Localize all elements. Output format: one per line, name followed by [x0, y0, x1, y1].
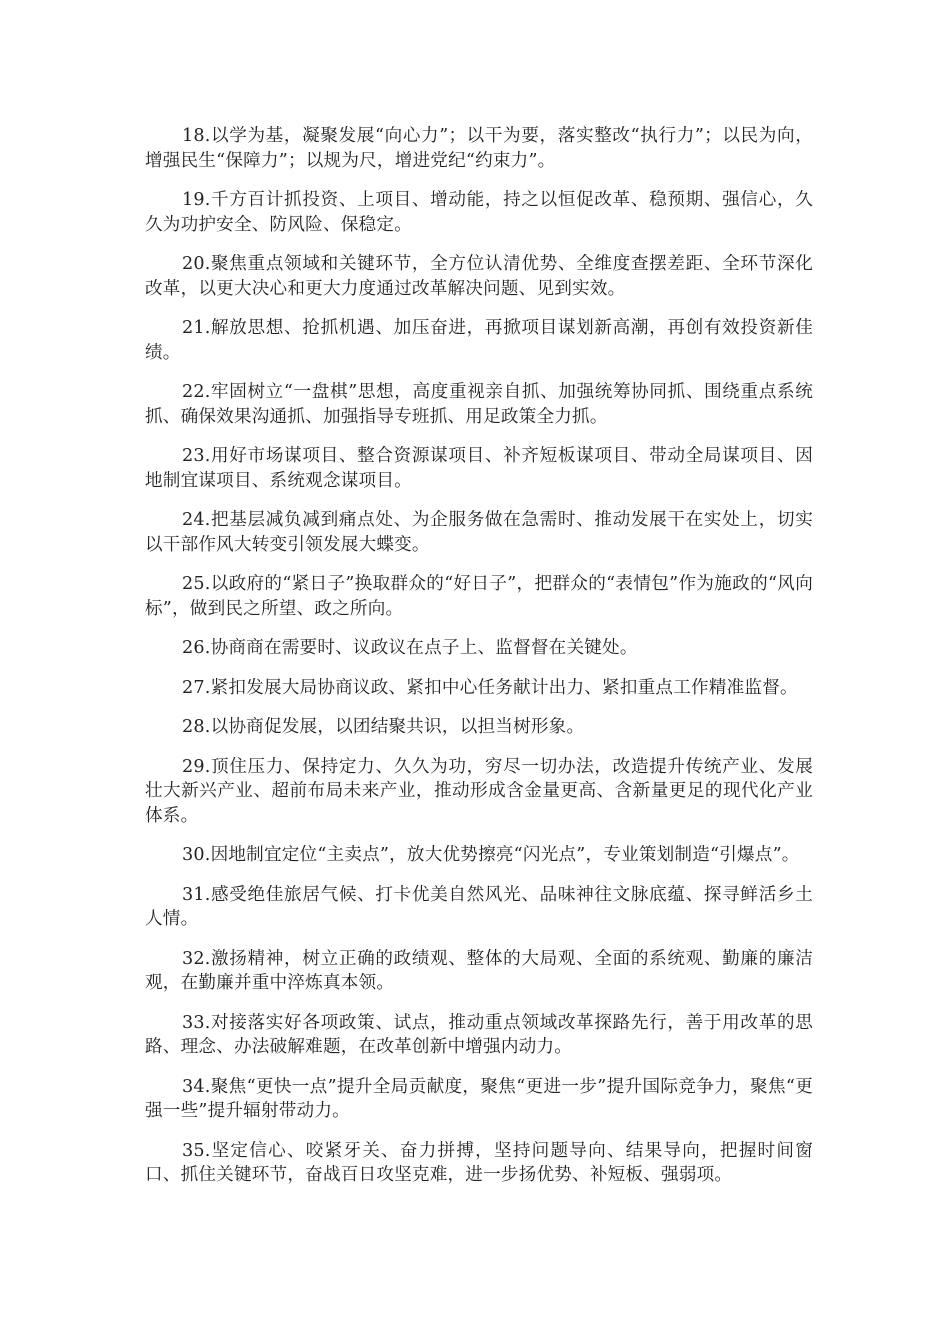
paragraph-28: 28.以协商促发展，以团结聚共识，以担当树形象。	[182, 717, 585, 737]
paragraph-34: 34.聚焦“更快一点”提升全局贡献度，聚焦“更进一步”提升国际竞争力，聚焦“更强一些”提升辐射带动力。	[145, 1076, 813, 1121]
paragraph-18: 18.以学为基，凝聚发展“向心力”；以干为要，落实整改“执行力”；以民为向，增强民生“保障力”；以规为尺，增进党纪“约束力”。	[145, 126, 813, 171]
paragraph-30: 30.因地制宜定位“主卖点”，放大优势擦亮“闪光点”，专业策划制造“引爆点”。	[182, 845, 800, 865]
paragraph-22: 22.牢固树立“一盘棋”思想，高度重视亲自抓、加强统筹协同抓、围绕重点系统抓、确保效果沟通抓、加强指导专班抓、用足政策全力抓。	[145, 382, 813, 427]
paragraph-31: 31.感受绝佳旅居气候、打卡优美自然风光、品味神往文脉底蕴、探寻鲜活乡土人情。	[145, 884, 813, 929]
paragraph-23: 23.用好市场谋项目、整合资源谋项目、补齐短板谋项目、带动全局谋项目、因地制宜谋项目、系统观念谋项目。	[145, 446, 813, 491]
paragraph-29: 29.顶住压力、保持定力、久久为功，穷尽一切办法，改造提升传统产业、发展壮大新兴产业、超前布局未来产业，推动形成含金量更高、含新量更足的现代化产业体系。	[145, 756, 813, 826]
paragraph-27: 27.紧扣发展大局协商议政、紧扣中心任务献计出力、紧扣重点工作精准监督。	[182, 677, 798, 698]
paragraph-26: 26.协商商在需要时、议政议在点子上、监督督在关键处。	[182, 638, 638, 658]
paragraph-32: 32.激扬精神，树立正确的政绩观、整体的大局观、全面的系统观、勤廉的廉洁观，在勤廉并重中淬炼真本领。	[145, 948, 813, 993]
paragraph-19: 19.千方百计抓投资、上项目、增动能，持之以恒促改革、稳预期、强信心，久久为功护安全、防风险、保稳定。	[145, 190, 813, 235]
paragraph-35: 35.坚定信心、咬紧牙关、奋力拼搏，坚持问题导向、结果导向，把握时间窗口、抓住关键环节，奋战百日攻坚克难，进一步扬优势、补短板、强弱项。	[145, 1140, 813, 1185]
paragraph-24: 24.把基层减负减到痛点处、为企服务做在急需时、推动发展干在实处上，切实以干部作风大转变引领发展大蝶变。	[145, 510, 813, 555]
paragraph-33: 33.对接落实好各项政策、试点，推动重点领域改革探路先行，善于用改革的思路、理念、办法破解难题，在改革创新中增强内动力。	[145, 1012, 813, 1057]
paragraph-25: 25.以政府的“紧日子”换取群众的“好日子”，把群众的“表情包”作为施政的“风向标”，做到民之所望、政之所向。	[145, 574, 813, 619]
paragraph-20: 20.聚焦重点领域和关键环节，全方位认清优势、全维度查摆差距、全环节深化改革，以更大决心和更大力度通过改革解决问题、见到实效。	[145, 254, 813, 299]
paragraph-21: 21.解放思想、抢抓机遇、加压奋进，再掀项目谋划新高潮，再创有效投资新佳绩。	[145, 318, 813, 363]
document-body	[145, 124, 813, 1203]
